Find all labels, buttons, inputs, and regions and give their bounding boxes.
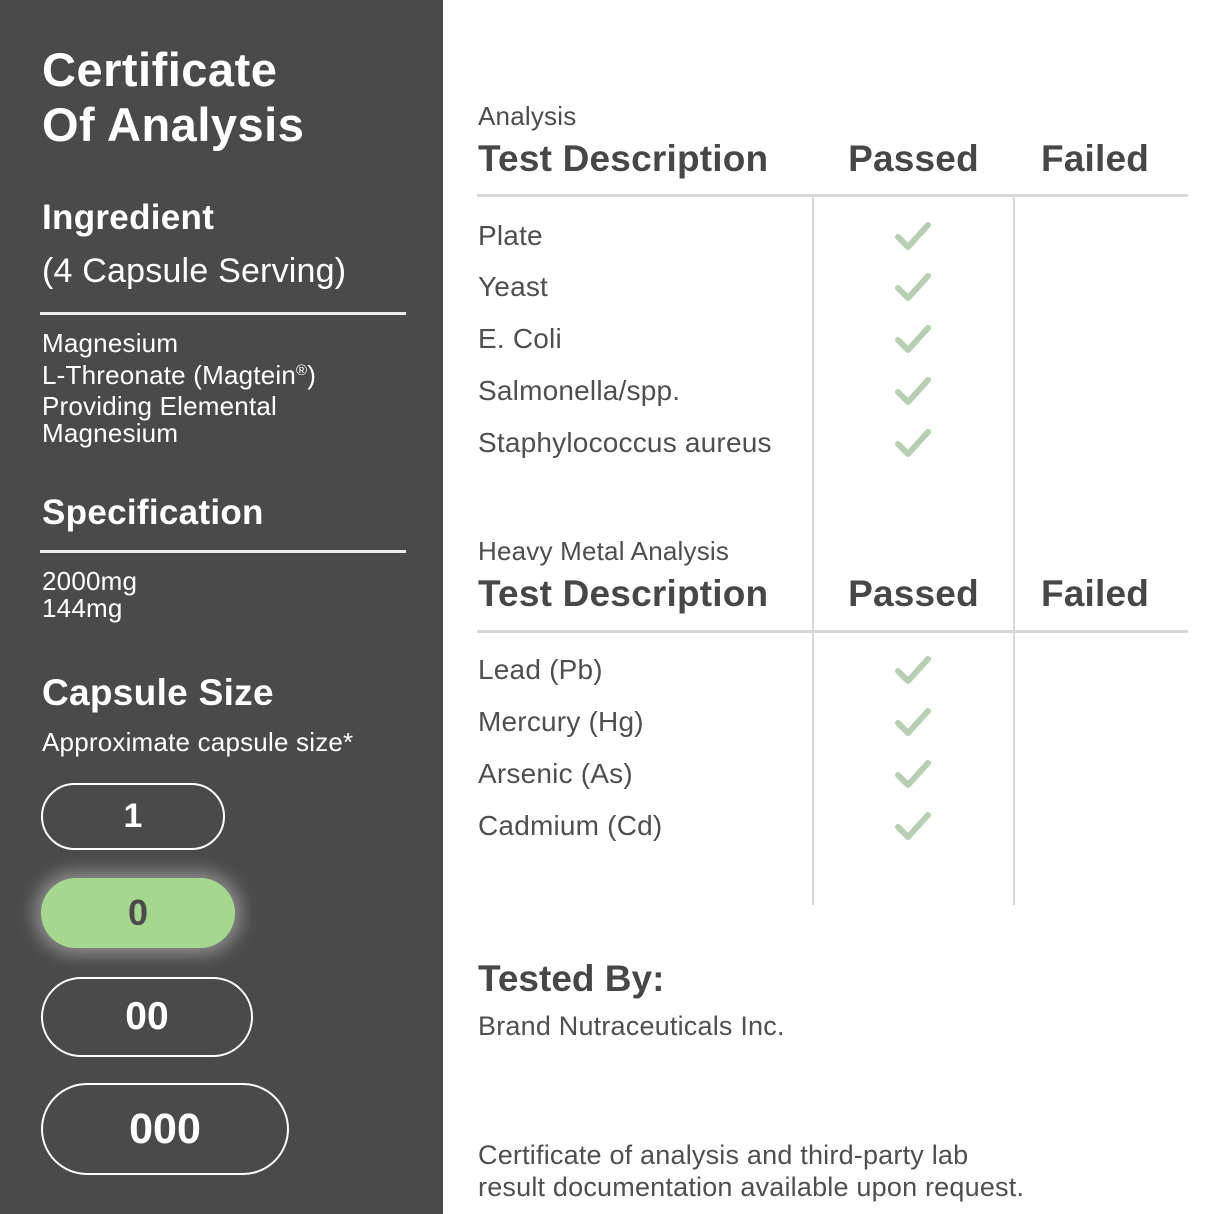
table-row-label: Lead (Pb)	[478, 654, 603, 685]
check-icon	[895, 760, 931, 788]
table-row-label: Yeast	[478, 271, 549, 302]
ingredient-item-line: Magnesium	[42, 328, 179, 358]
capsule-size-option-0-selected[interactable]: 0	[41, 878, 235, 948]
column-header-test-description: Test Description	[478, 573, 769, 614]
column-header-test-description: Test Description	[478, 138, 769, 179]
ingredient-item-line: Providing Elemental	[42, 391, 278, 421]
column-header-passed: Passed	[848, 573, 979, 614]
specification-values	[42, 568, 137, 622]
ingredient-heading: Ingredient	[42, 198, 215, 237]
check-icon	[895, 708, 931, 736]
check-icon	[895, 222, 931, 250]
divider	[40, 550, 406, 553]
table-row-label: Staphylococcus aureus	[478, 427, 772, 458]
specification-value: 2000mg	[42, 566, 138, 596]
sidebar	[0, 0, 443, 1214]
heavy-metal-section-label: Heavy Metal Analysis	[478, 536, 730, 566]
divider	[40, 312, 406, 315]
check-icon	[895, 656, 931, 684]
specification-heading: Specification	[42, 493, 264, 532]
table-row-label: Mercury (Hg)	[478, 706, 644, 737]
column-header-failed: Failed	[1040, 138, 1150, 179]
footnote	[478, 1139, 1024, 1203]
check-icon	[895, 429, 931, 457]
analysis-panel	[443, 0, 1214, 1214]
check-icon	[895, 273, 931, 301]
table-row-label: Arsenic (As)	[478, 758, 633, 789]
table-row-label: E. Coli	[478, 323, 562, 354]
page-title-line1: Certificate	[42, 43, 278, 96]
table-header-rule	[477, 630, 1188, 633]
footnote-line: result documentation available upon request.	[478, 1172, 1025, 1202]
table-row-label: Cadmium (Cd)	[478, 810, 663, 841]
table-column-divider	[1013, 194, 1015, 905]
column-header-passed: Passed	[848, 138, 979, 179]
capsule-size-option-00[interactable]: 00	[41, 977, 253, 1057]
table-header-rule	[477, 194, 1188, 197]
page-title-line2: Of Analysis	[42, 98, 305, 151]
ingredient-subheading: (4 Capsule Serving)	[42, 252, 347, 290]
page-title	[42, 42, 304, 152]
capsule-size-option-000[interactable]: 000	[41, 1083, 289, 1175]
column-header-failed: Failed	[1040, 573, 1150, 614]
capsule-size-heading: Capsule Size	[42, 672, 274, 713]
specification-value: 144mg	[42, 593, 123, 623]
check-icon	[895, 325, 931, 353]
table-row-label: Salmonella/spp.	[478, 375, 681, 406]
tested-by-value: Brand Nutraceuticals Inc.	[478, 1011, 785, 1041]
registered-trademark-symbol: ®	[296, 362, 308, 379]
ingredient-item-line: L-Threonate (Magtein®)	[42, 360, 317, 390]
ingredient-item	[42, 330, 316, 389]
check-icon	[895, 377, 931, 405]
tested-by-heading: Tested By:	[478, 958, 665, 999]
capsule-size-option-1[interactable]: 1	[41, 783, 225, 850]
footnote-line: Certificate of analysis and third-party lab	[478, 1140, 969, 1170]
capsule-size-note: Approximate capsule size*	[42, 727, 354, 757]
check-icon	[895, 812, 931, 840]
ingredient-item	[42, 393, 277, 447]
ingredient-item-line: Magnesium	[42, 418, 179, 448]
analysis-section-label: Analysis	[478, 101, 577, 131]
table-row-label: Plate	[478, 220, 543, 251]
table-column-divider	[812, 194, 814, 905]
